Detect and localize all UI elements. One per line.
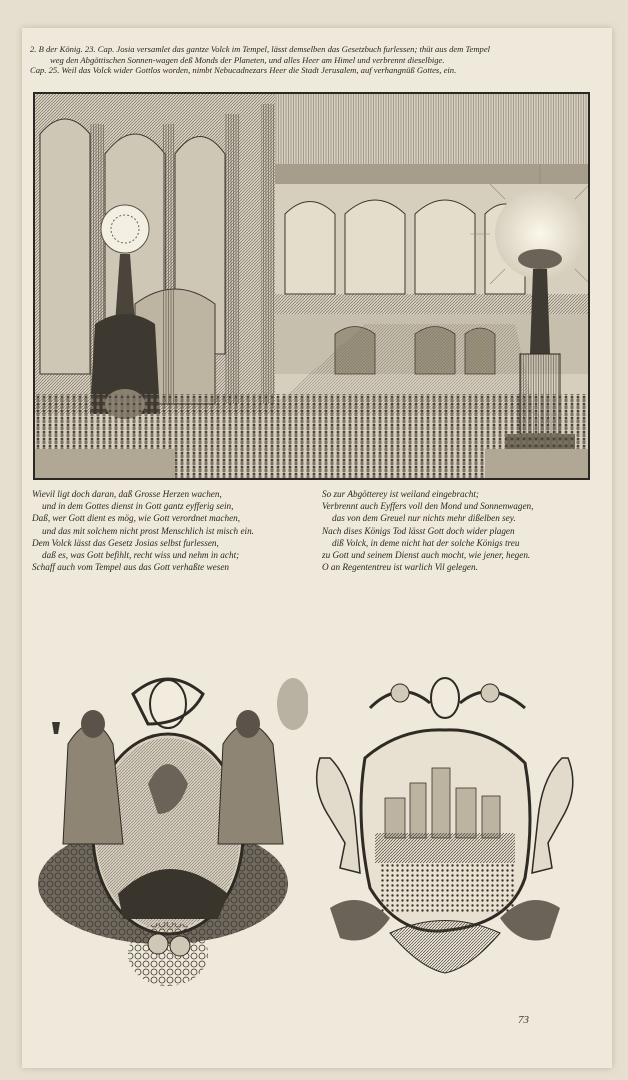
besieged-city-vignette: [300, 668, 590, 978]
verse-line: und das mit solchem nicht prost Menschlich ist misch ein.: [42, 525, 254, 536]
header-line-1: 2. B der König. 23. Cap. Josia versamlet das gantze Volck im Tempel, lässt demselben das Gesetzbuch furlessen; thüt aus dem Tempel: [30, 44, 491, 54]
verse-line: Dem Volck lässt das Gesetz Josias selbst furlessen,: [32, 537, 219, 548]
verse-line: daß es, was Gott befihlt, recht wiss und nehm in acht;: [42, 550, 240, 561]
page-number: 73: [518, 1014, 529, 1026]
verse-line: diß Volck, in deme nicht hat der solche Königs treu: [332, 537, 520, 548]
temple-engraving-art: [35, 94, 588, 478]
burning-chariot-art: [38, 664, 308, 994]
verse-line: Schaff auch vom Tempel aus das Gott verhaßte wesen: [32, 562, 229, 573]
verse-line: zu Gott und seinem Dienst auch mocht, wie jener, hegen.: [322, 550, 531, 561]
verse-line: das von dem Greuel nur nichts mehr dißelben sey.: [332, 513, 516, 524]
verse-line: O an Regententreu ist warlich Vil gelegen.: [322, 562, 478, 573]
verse-line: Wievil ligt doch daran, daß Grosse Herzen wachen,: [32, 489, 222, 499]
temple-engraving: [33, 92, 590, 480]
verse-line: Verbrennt auch Eyffers voll den Mond und Sonnenwagen,: [322, 501, 534, 512]
verse-right-column: [322, 488, 533, 573]
burning-chariot-vignette: [38, 664, 308, 994]
chapter-header: [30, 44, 600, 76]
verse-line: Daß, wer Gott dient es mög, wie Gott verordnet machen,: [32, 513, 241, 524]
besieged-city-art: [300, 668, 590, 978]
verse-line: und in dem Gottes dienst in Gott gantz eyfferig sein,: [42, 501, 234, 512]
verse-line: So zur Abgötterey ist weiland eingebracht;: [322, 489, 479, 499]
header-line-2: weg den Abgöttischen Sonnen-wagen deß Monds der Planeten, und alles Heer am Himel und verbrennt dieselbige.: [50, 54, 445, 65]
verse-left-column: [32, 488, 254, 573]
verse-line: Nach dises Königs Tod lässt Gott doch wider plagen: [322, 525, 515, 536]
header-line-3: Cap. 25. Weil das Volck wider Gottlos worden, nimbt Nebucadnezars Heer die Stadt Jerusalem, auf verhangnüß Gottes, ein.: [30, 65, 457, 76]
